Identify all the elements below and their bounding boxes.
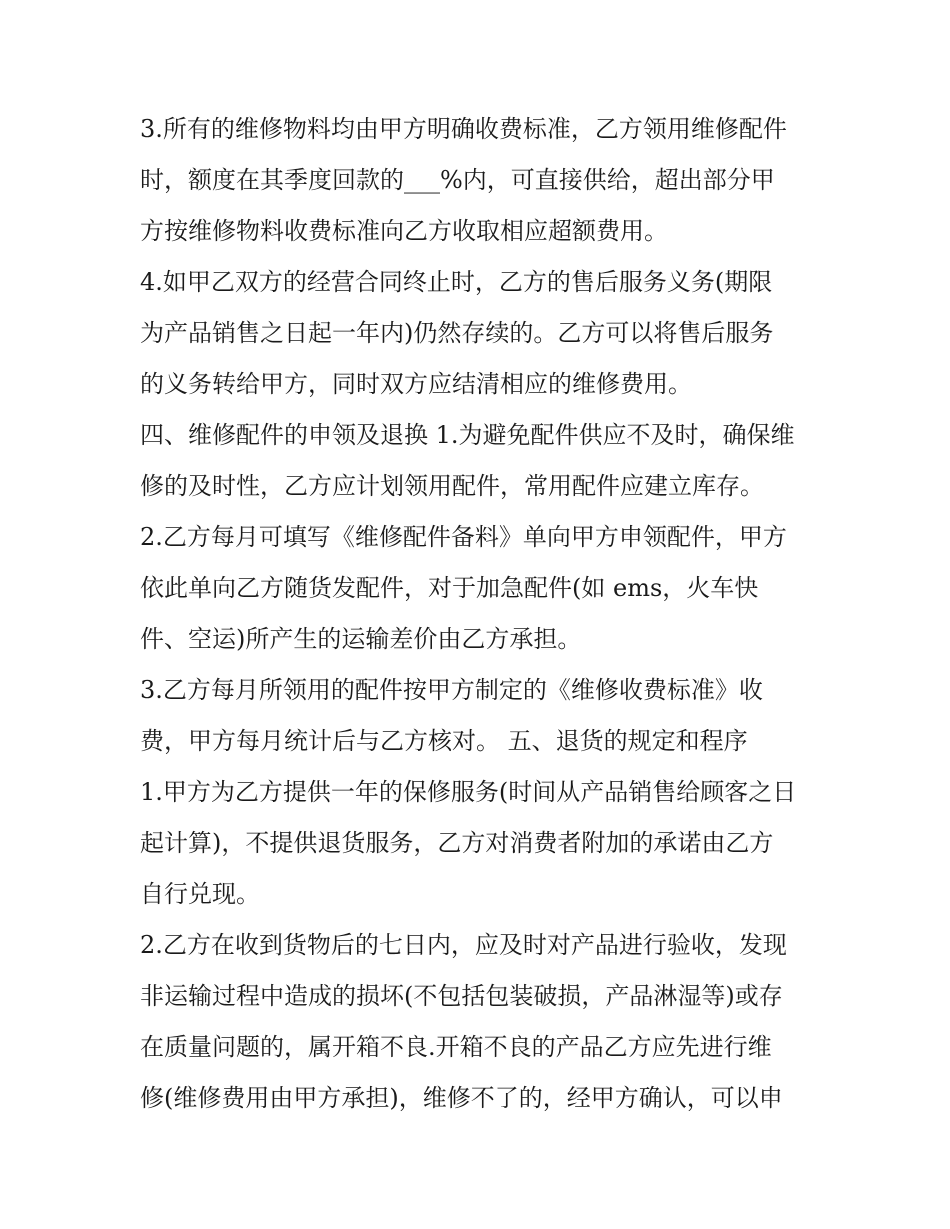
text-line: 2.乙方每月可填写《维修配件备料》单向甲方申领配件，甲方 bbox=[140, 523, 787, 551]
text-line: 的义务转给甲方，同时双方应结清相应的维修费用。 bbox=[140, 370, 692, 398]
text-line: 修(维修费用由甲方承担)，维修不了的，经甲方确认，可以申 bbox=[140, 1084, 783, 1112]
text-line: 4.如甲乙双方的经营合同终止时，乙方的售后服务义务(期限 bbox=[140, 268, 773, 296]
text-line: 自行兑现。 bbox=[140, 880, 260, 908]
text-line: 费，甲方每月统计后与乙方核对。 五、退货的规定和程序 bbox=[140, 727, 748, 755]
text-line: 件、空运)所产生的运输差价由乙方承担。 bbox=[140, 625, 582, 653]
text-line: 非运输过程中造成的损坏(不包括包装破损，产品淋湿等)或存 bbox=[140, 982, 783, 1010]
text-line: 2.乙方在收到货物后的七日内，应及时对产品进行验收，发现 bbox=[140, 931, 787, 959]
text-line: 方按维修物料收费标准向乙方收取相应超额费用。 bbox=[140, 217, 668, 245]
document-body bbox=[140, 108, 820, 1128]
text-line: 3.乙方每月所领用的配件按甲方制定的《维修收费标准》收 bbox=[140, 676, 763, 704]
text-line: 1.甲方为乙方提供一年的保修服务(时间从产品销售给顾客之日 bbox=[140, 778, 797, 806]
text-line: 起计算)，不提供退货服务，乙方对消费者附加的承诺由乙方 bbox=[140, 829, 774, 857]
text-line: 修的及时性，乙方应计划领用配件，常用配件应建立库存。 bbox=[140, 472, 764, 500]
text-line: 时，额度在其季度回款的___%内，可直接供给，超出部分甲 bbox=[140, 166, 775, 194]
text-line: 四、维修配件的申领及退换 1.为避免配件供应不及时，确保维 bbox=[140, 421, 795, 449]
text-line: 依此单向乙方随货发配件，对于加急配件(如 ems，火车快 bbox=[140, 574, 759, 602]
text-line: 为产品销售之日起一年内)仍然存续的。乙方可以将售后服务 bbox=[140, 319, 774, 347]
text-line: 3.所有的维修物料均由甲方明确收费标准，乙方领用维修配件 bbox=[140, 115, 787, 143]
text-line: 在质量问题的，属开箱不良.开箱不良的产品乙方应先进行维 bbox=[140, 1033, 772, 1061]
